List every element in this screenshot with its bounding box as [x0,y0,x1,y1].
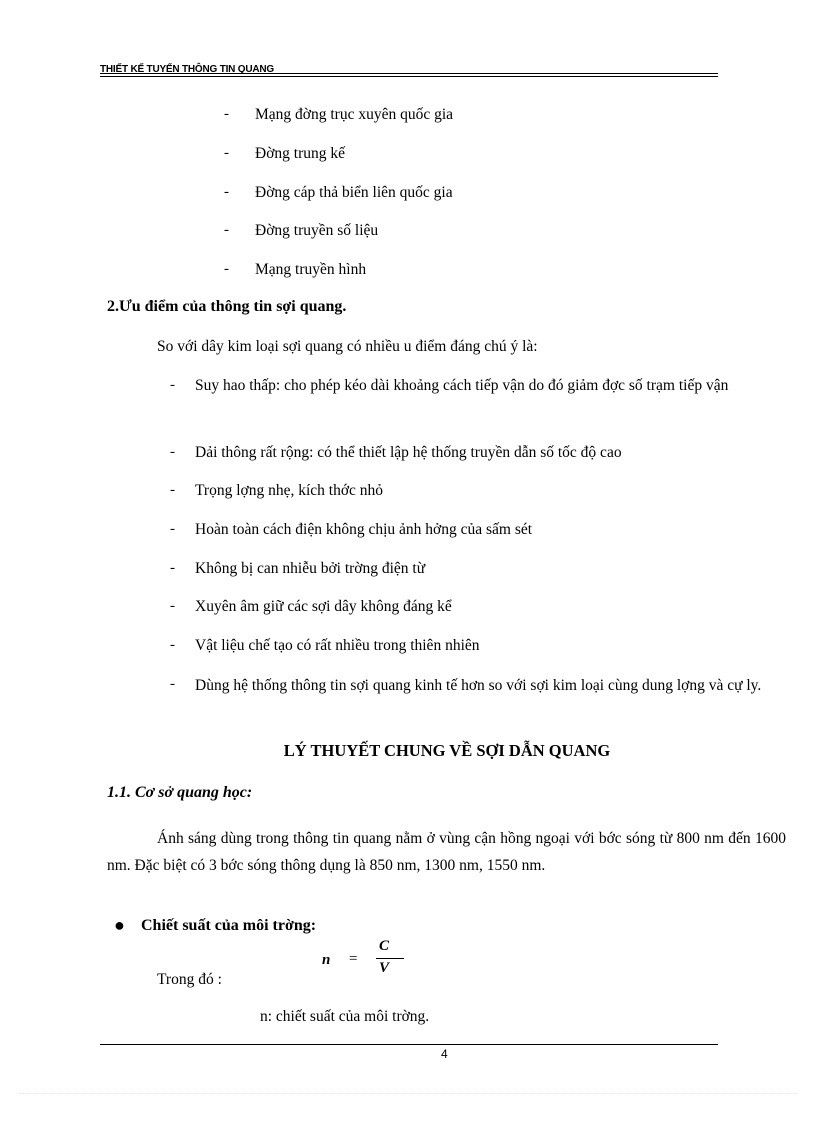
list-dash: - [224,184,229,200]
list-dash: - [170,482,175,498]
bullet-heading: Chiết suất của môi trờng: [141,917,317,934]
where-label: Trong đó : [157,971,222,988]
list-dash: - [170,444,175,460]
list-dash: - [170,377,175,393]
fraction-bar [376,958,404,959]
advantage-item: Trọng lợng nhẹ, kích thớc nhỏ [195,482,384,499]
list-dash: - [170,521,175,537]
list-item: Đờng cáp thả biển liên quốc gia [255,184,453,201]
formula-denominator: V [379,960,390,976]
header-rule [100,73,718,74]
formula [322,938,412,982]
list-dash: - [224,222,229,238]
section-intro: So với dây kim loại sợi quang có nhiều u điểm đáng chú ý là: [157,338,538,355]
header-title: THIẾT KẾ TUYẾN THÔNG TIN QUANG [100,64,275,75]
list-dash: - [170,598,175,614]
advantage-item: Vật liệu chế tạo có rất nhiều trong thiên nhiên [195,637,480,654]
list-dash: - [224,261,229,277]
page-header [100,64,718,78]
list-item: Đờng trung kế [255,145,345,162]
list-dash: - [224,106,229,122]
advantage-item: Dải thông rất rộng: có thể thiết lập hệ thống truyền dẫn số tốc độ cao [195,444,622,461]
advantage-item: Không bị can nhiễu bởi trờng điện từ [195,560,426,577]
subsection-heading: 1.1. Cơ sở quang học: [107,784,253,801]
page-edge-divider [20,1093,796,1094]
advantage-item: Hoàn toàn cách điện không chịu ảnh hởng của sấm sét [195,521,533,538]
chapter-title: LÝ THUYẾT CHUNG VỀ SỢI DẪN QUANG [283,741,611,760]
formula-numerator: C [379,938,390,954]
bullet-icon: ● [114,915,125,935]
list-item: Mạng truyền hình [255,261,367,278]
formula-equals: = [349,951,358,967]
formula-lhs: n [322,952,331,968]
page-number: 4 [441,1047,448,1061]
list-item: Mạng đờng trục xuyên quốc gia [255,106,454,123]
header-rule-double [100,76,718,77]
advantage-item: Xuyên âm giữ các sợi dây không đáng kể [195,598,452,615]
list-dash: - [170,676,175,692]
footer-rule [100,1044,718,1045]
list-dash: - [170,560,175,576]
list-item: Đờng truyền số liệu [255,222,379,239]
body-paragraph: Ánh sáng dùng trong thông tin quang nằm ở vùng cận hồng ngoại với bớc sóng từ 800 nm đến 1600 nm. Đặc biệt có 3 bớc sóng thông dụng là 850 nm, 1300 nm, 1550 nm. [107,830,786,874]
list-dash: - [224,145,229,161]
section-heading: 2.Ưu điểm của thông tin sợi quang. [107,298,347,315]
advantage-item: Suy hao thấp: cho phép kéo dài khoảng cách tiếp vận do đó giảm đợc số trạm tiếp vận [195,377,729,394]
definition-text: n: chiết suất của môi trờng. [260,1008,430,1025]
advantage-item: Dùng hệ thống thông tin sợi quang kinh tế hơn so với sợi kim loại cùng dung lợng và cự ly. [195,677,762,694]
list-dash: - [170,637,175,653]
